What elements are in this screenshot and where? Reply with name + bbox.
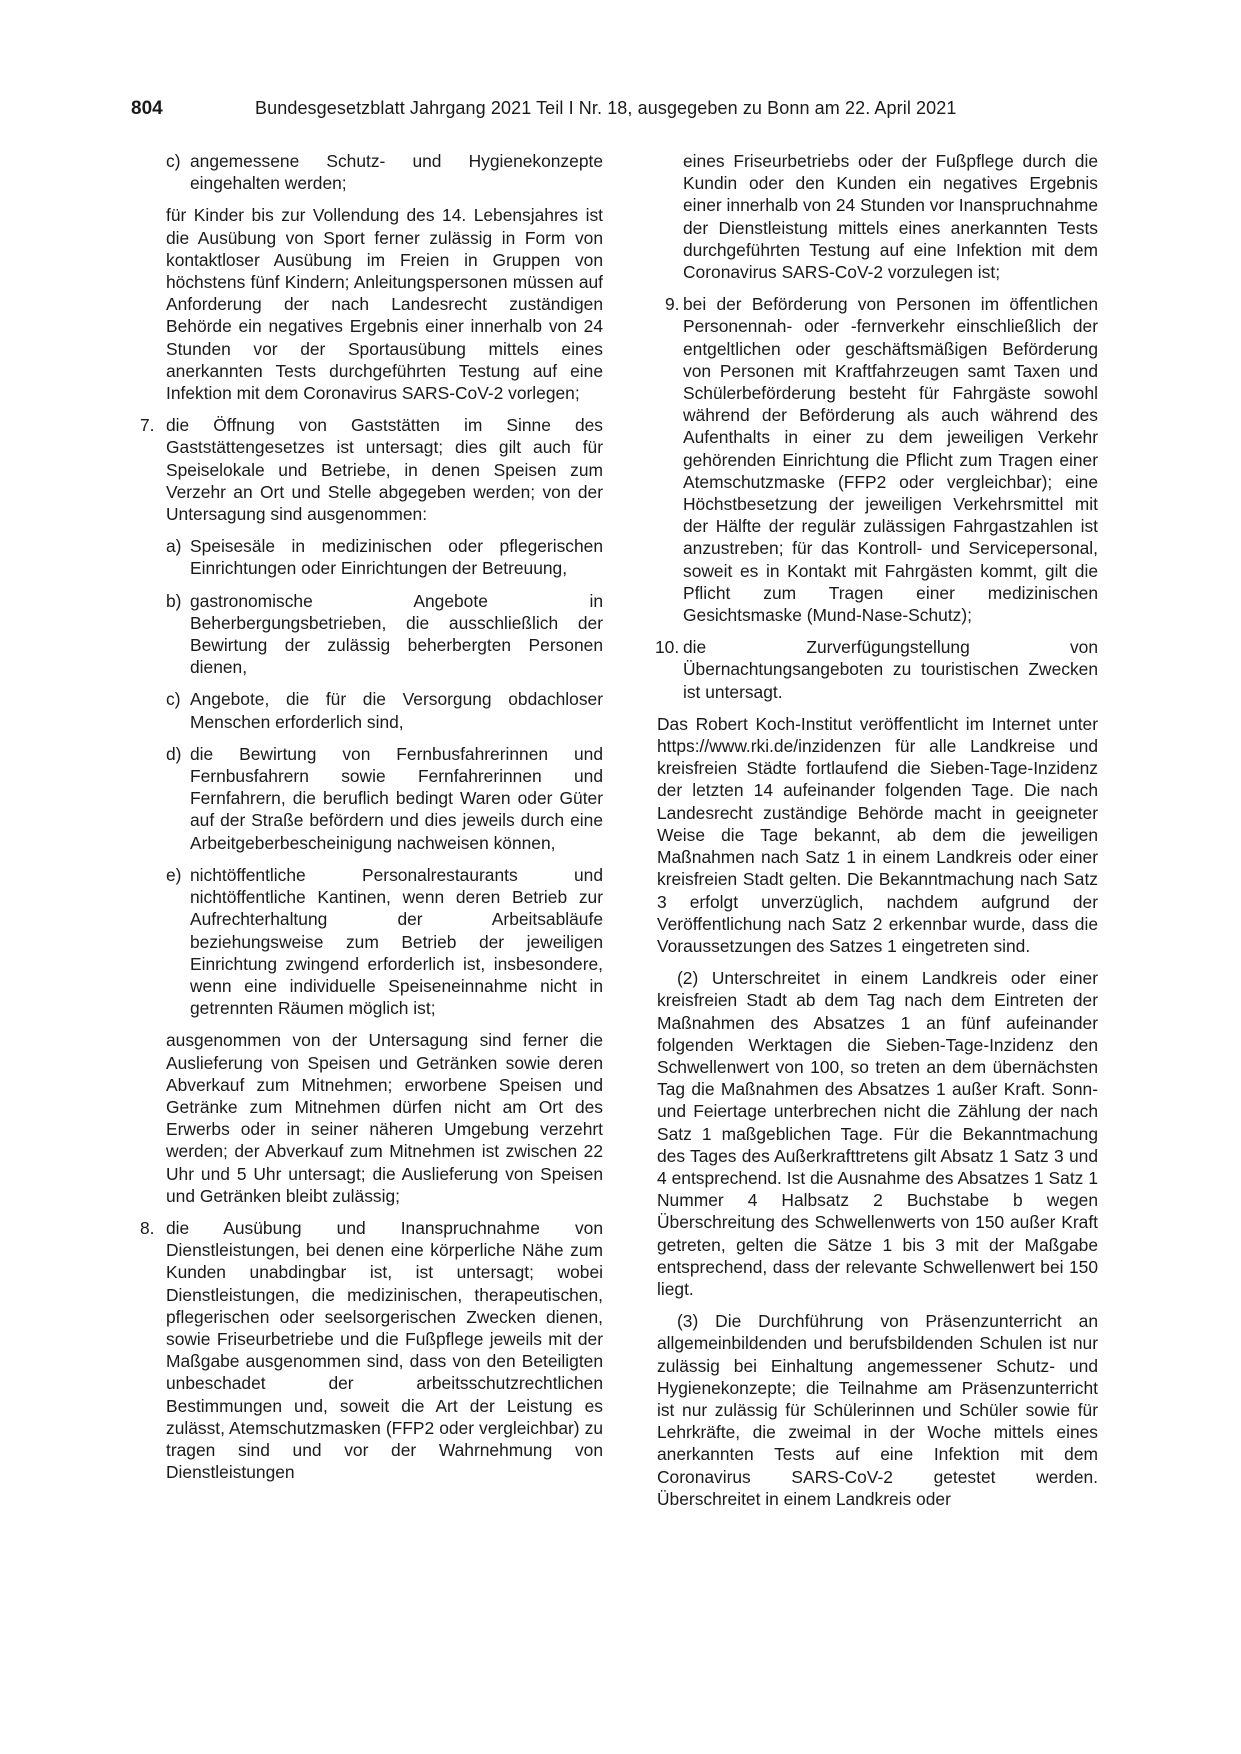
item-number: 10. bbox=[655, 637, 680, 658]
numbered-item-8 bbox=[140, 1217, 603, 1483]
list-item-a bbox=[166, 535, 603, 579]
item-number: 8. bbox=[140, 1217, 155, 1238]
item-text: die Ausübung und Inanspruchnahme von Dienstleistungen, bei denen eine körperliche Nähe zum Kunden unabdingbar ist, ist untersagt; wobei Dienstleistungen, die medizinischen, therapeutischen, pflegerischen oder seelsorgerischen Zwecken dienen, sowie Friseurbetriebe und die Fußpflege jeweils mit der Maßgabe ausgenommen sind, dass von den Beteiligten unbeschadet der arbeitsschutzrechtlichen Bestimmungen und, soweit die Art der Leistung es zulässt, Atemschutzmasken (FFP2 oder vergleichbar) zu tragen sind und vor der Wahrnehmung von Dienstleistungen bbox=[166, 1217, 603, 1483]
paragraph-rki: Das Robert Koch-Institut veröffentlicht im Internet unter https://www.rki.de/inzidenzen für alle Landkreise und kreisfreien Städte fortlaufend die Sieben-Tage-Inzidenz der letzten 14 aufeinander folgenden Tage. Die nach Landesrecht zuständige Behörde macht in geeigneter Weise die Tage bekannt, ab dem die jeweiligen Maßnahmen nach Satz 1 in einem Landkreis oder einer kreisfreien Stadt gelten. Die Bekanntmachung nach Satz 3 erfolgt unverzüglich, nachdem aufgrund der Veröffentlichung nach Satz 2 erkennbar wurde, dass die Voraussetzungen des Satzes 1 eingetreten sind. bbox=[657, 713, 1098, 956]
running-title: Bundesgesetzblatt Jahrgang 2021 Teil I Nr. 18, ausgegeben zu Bonn am 22. April 2021 bbox=[255, 98, 957, 118]
item-label: a) bbox=[166, 536, 182, 557]
paragraph-continuation-8: eines Friseurbetriebs oder der Fußpflege durch die Kundin oder den Kunden ein negatives Ergebnis einer innerhalb von 24 Stunden vor Inanspruchnahme der Dienstleistung mittels eines anerkannten Tests durchgeführten Testung auf eine Infektion mit dem Coronavirus SARS-CoV-2 vorzulegen ist; bbox=[683, 151, 1098, 283]
list-item-c2 bbox=[166, 688, 603, 732]
paragraph-absatz-3: (3) Die Durchführung von Präsenzunterricht an allgemeinbildenden und berufsbildenden Schulen ist nur zulässig bei Einhaltung angemessener Schutz- und Hygienekonzepte; die Teilnahme am Präsenzunterricht ist nur zulässig für Schülerinnen und Schüler sowie für Lehrkräfte, die zweimal in der Woche mittels eines anerkannten Tests auf eine Infektion mit dem Coronavirus SARS-CoV-2 getestet werden. Überschreitet in einem Landkreis oder bbox=[657, 1311, 1098, 1509]
item-text: gastronomische Angebote in Beherbergungsbetrieben, die ausschließlich der Bewirtung der zulässig beherbergten Personen dienen, bbox=[190, 590, 603, 678]
left-column bbox=[140, 150, 603, 1483]
right-column bbox=[657, 150, 1098, 1510]
numbered-item-10 bbox=[657, 636, 1098, 703]
paragraph-absatz-2: (2) Unterschreitet in einem Landkreis oder einer kreisfreien Stadt ab dem Tag nach dem Eintreten der Maßnahmen des Absatzes 1 an fünf aufeinander folgenden Werktagen die Sieben-Tage-Inzidenz den Schwellenwert von 100, so treten an dem übernächsten Tag die Maßnahmen des Absatzes 1 außer Kraft. Sonn- und Feiertage unterbrechen nicht die Zählung der nach Satz 1 maßgeblichen Tage. Für die Bekanntmachung des Tages des Außerkrafttretens gilt Absatz 1 Satz 3 und 4 entsprechend. Ist die Ausnahme des Absatzes 1 Satz 1 Nummer 4 Halbsatz 2 Buchstabe b wegen Überschreitung des Schwellenwerts von 150 außer Kraft getreten, gelten die Sätze 1 bis 3 mit der Maßgabe entsprechend, dass der relevante Schwellenwert bei 150 liegt. bbox=[657, 968, 1098, 1299]
item-text: bei der Beförderung von Personen im öffentlichen Personennah- oder -fernverkehr einschließlich der entgeltlichen oder geschäftsmäßigen Beförderung von Personen mit Kraftfahrzeugen samt Taxen und Schülerbeförderung besteht für Fahrgäste sowohl während der Beförderung als auch während des Aufenthalts in einer zu dem jeweiligen Verkehr gehörenden Einrichtung die Pflicht zum Tragen einer Atemschutzmaske (FFP2 oder vergleichbar); eine Höchstbesetzung der jeweiligen Verkehrsmittel mit der Hälfte der regulär zulässigen Fahrgastzahlen ist anzustreben; für das Kontroll- und Servicepersonal, soweit es in Kontakt mit Fahrgästen kommt, gilt die Pflicht zum Tragen einer medizinischen Gesichtsmaske (Mund-Nase-Schutz); bbox=[683, 294, 1098, 626]
item-text: die Bewirtung von Fernbusfahrerinnen und Fernbusfahrern sowie Fernfahrerinnen und Fernfahrern, die beruflich bedingt Waren oder Güter auf der Straße befördern und dies jeweils durch eine Arbeitgeberbescheinigung nachweisen können, bbox=[190, 743, 603, 853]
item-text: Speisesäle in medizinischen oder pflegerischen Einrichtungen oder Einrichtungen der Betreuung, bbox=[190, 536, 603, 579]
item-label: d) bbox=[166, 743, 182, 764]
paragraph-ausgenommen: ausgenommen von der Untersagung sind ferner die Auslieferung von Speisen und Getränken sowie deren Abverkauf zum Mitnehmen; erworbene Speisen und Getränke zum Mitnehmen dürfen nicht am Ort des Erwerbs oder in seiner näheren Umgebung verzehrt werden; der Abverkauf zum Mitnehmen ist zwischen 22 Uhr und 5 Uhr untersagt; die Auslieferung von Speisen und Getränken bleibt zulässig; bbox=[166, 1030, 603, 1206]
item-label: b) bbox=[166, 590, 182, 611]
item-text: nichtöffentliche Personalrestaurants und nichtöffentliche Kantinen, wenn deren Betrieb zur Aufrechterhaltung der Arbeitsabläufe beziehungsweise zum Betrieb der jeweiligen Einrichtung zwingend erforderlich ist, insbesondere, wenn eine individuelle Speiseneinnahme nicht in getrennten Räumen möglich ist; bbox=[190, 864, 603, 1019]
list-item-d bbox=[166, 743, 603, 854]
paragraph-kinder: für Kinder bis zur Vollendung des 14. Lebensjahres ist die Ausübung von Sport ferner zulässig in Form von kontaktloser Ausübung im Freien in Gruppen von höchstens fünf Kindern; Anleitungspersonen müssen auf Anforderung der nach Landesrecht zuständigen Behörde ein negatives Ergebnis einer innerhalb von 24 Stunden vor der Sportausübung mittels eines anerkannten Tests durchgeführten Testung auf eine Infektion mit dem Coronavirus SARS-CoV-2 vorlegen; bbox=[166, 205, 603, 404]
item-label: e) bbox=[166, 864, 182, 885]
numbered-item-7 bbox=[140, 414, 603, 525]
list-item-e bbox=[166, 864, 603, 1019]
item-label: c) bbox=[166, 689, 181, 710]
item-text: die Öffnung von Gaststätten im Sinne des Gaststättengesetzes ist untersagt; dies gilt auch für Speiselokale und Betriebe, in denen Speisen zum Verzehr an Ort und Stelle abgegeben werden; von der Untersagung sind ausgenommen: bbox=[166, 415, 603, 525]
numbered-item-9 bbox=[657, 293, 1098, 626]
item-text: angemessene Schutz- und Hygienekonzepte eingehalten werden; bbox=[190, 151, 603, 194]
page-header bbox=[131, 98, 1099, 124]
item-number: 9. bbox=[665, 294, 680, 315]
list-item-c bbox=[166, 150, 603, 194]
item-number: 7. bbox=[140, 415, 155, 436]
item-label: c) bbox=[166, 151, 181, 171]
page-number: 804 bbox=[131, 98, 163, 119]
list-item-b bbox=[166, 590, 603, 679]
item-text: Angebote, die für die Versorgung obdachloser Menschen erforderlich sind, bbox=[190, 689, 603, 732]
item-text: die Zurverfügungstellung von Übernachtungsangeboten zu touristischen Zwecken ist untersagt. bbox=[683, 637, 1098, 702]
